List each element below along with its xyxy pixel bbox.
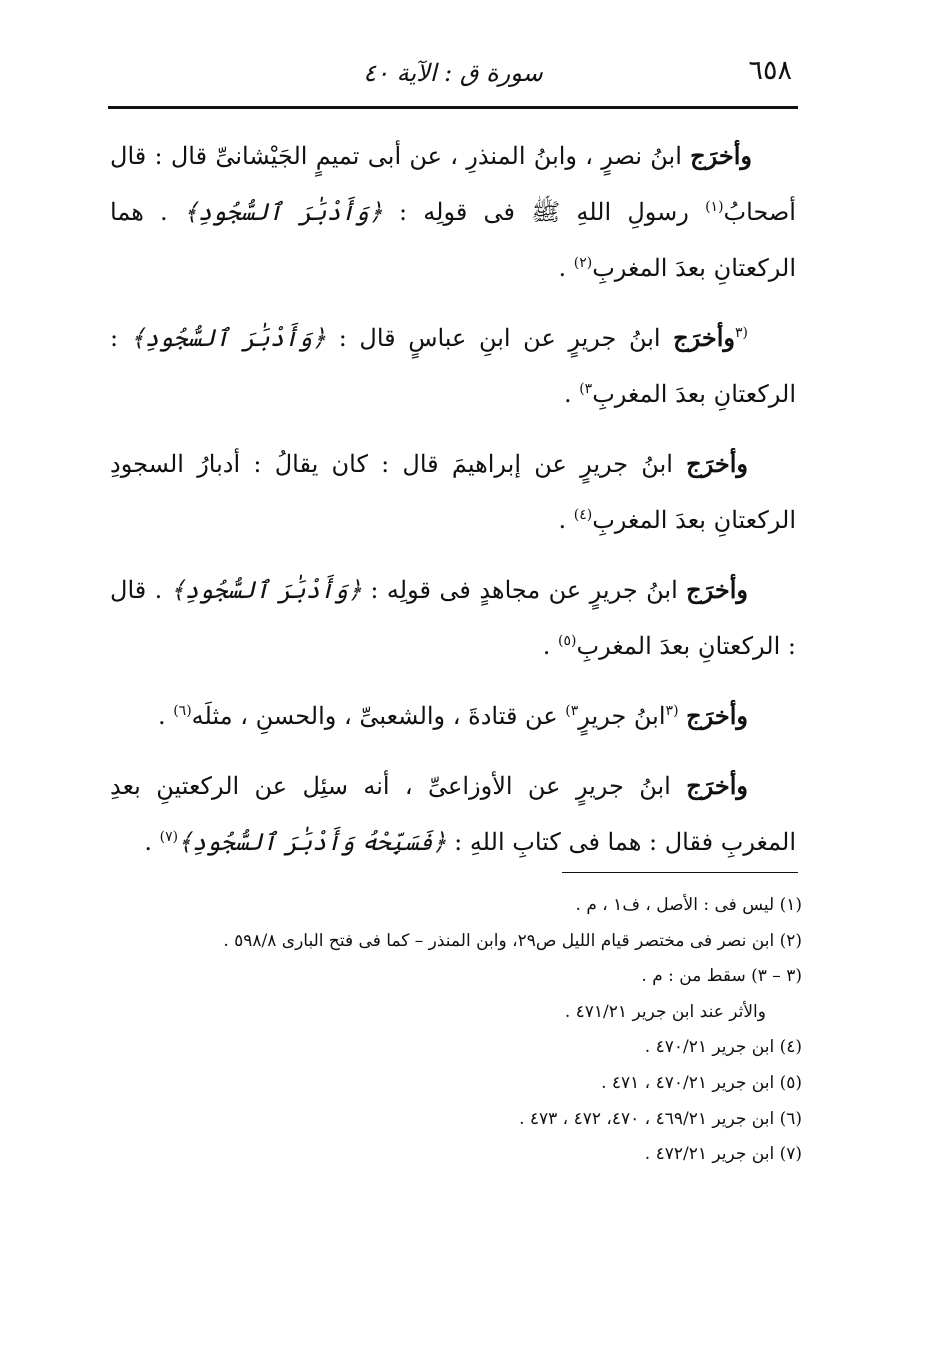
running-title: سورة ق : الآية ٤٠ bbox=[363, 59, 543, 87]
paragraph-end: . bbox=[144, 828, 160, 856]
footnote-ref: (٢) bbox=[573, 255, 593, 271]
footnote-ref: (٦) bbox=[173, 703, 192, 719]
paragraph-lead: وأخرَج bbox=[690, 141, 752, 170]
paragraph-2 bbox=[110, 310, 796, 422]
footnote-ref: (٧) bbox=[159, 829, 179, 845]
paragraph-text: ابنُ جريرٍ عن إبراهيمَ قال : كان يقالُ : أدبارُ السجودِ الركعتانِ بعدَ المغربِ bbox=[110, 450, 796, 534]
footnote-rule bbox=[562, 872, 798, 873]
page-header bbox=[108, 52, 798, 98]
paragraph-4 bbox=[110, 562, 796, 674]
page-number: ٦٥٨ bbox=[748, 55, 792, 86]
paragraph-6 bbox=[110, 758, 796, 870]
footnote-ref: (١) bbox=[705, 199, 724, 215]
footnote-6: (٦) ابن جرير ٤٦٩/٢١ ، ٤٧٠، ٤٧٢ ، ٤٧٣ . bbox=[519, 1108, 802, 1129]
footnote-4: (٤) ابن جرير ٤٧٠/٢١ . bbox=[644, 1037, 802, 1058]
paragraph-text: ابنُ نصرٍ ، وابنُ المنذرِ ، عن أبى تميمٍ الجَيْشانىِّ قال : قال أصحابُ bbox=[110, 142, 796, 226]
paragraph-lead: وأخرَج bbox=[686, 449, 748, 478]
footnote-3: (٣ – ٣) سقط من : م . bbox=[641, 966, 802, 987]
paragraph-5 bbox=[110, 688, 796, 744]
footnote-ref: (٣ bbox=[735, 325, 748, 341]
footnote-7: (٧) ابن جرير ٤٧٢/٢١ . bbox=[644, 1144, 802, 1165]
paragraph-lead: وأخرَج bbox=[686, 701, 748, 730]
quran-quote: ﴿فَسَبِّحْهُ وَأَدْبَٰرَ ٱلسُّجُودِ﴾ bbox=[178, 828, 447, 856]
footnote-3-continued: والأثر عند ابن جرير ٤٧١/٢١ . bbox=[564, 1001, 766, 1022]
quran-quote: ﴿وَأَدْبَٰرَ ٱلسُّجُودِ﴾ bbox=[183, 198, 383, 226]
paragraph-text: . هما الركعتانِ بعدَ المغربِ bbox=[110, 198, 796, 282]
paragraph-lead: وأخرَج bbox=[686, 575, 748, 604]
paragraph-text: ابنُ جريرٍ عن ابنِ عباسٍ قال : bbox=[326, 324, 674, 352]
paragraph-end: . bbox=[563, 380, 580, 408]
paragraph-end: . bbox=[157, 702, 174, 730]
paragraph-text: ابنُ جريرٍ bbox=[578, 702, 666, 730]
footnote-2: (٢) ابن نصر فى مختصر قيام الليل ص٢٩، وابن المنذر – كما فى فتح البارى ٥٩٨/٨ . bbox=[223, 930, 802, 951]
paragraph-1 bbox=[110, 128, 796, 296]
paragraph-end: . bbox=[542, 632, 559, 660]
footnote-ref: (٣ bbox=[665, 703, 679, 719]
footnotes bbox=[150, 888, 802, 1173]
paragraph-end: . bbox=[558, 506, 574, 534]
quran-quote: ﴿وَأَدْبَٰرَ ٱلسُّجُودِ﴾ bbox=[170, 576, 362, 604]
paragraph-text: . قال : الركعتانِ بعدَ المغربِ bbox=[110, 576, 796, 660]
main-text bbox=[110, 128, 796, 884]
paragraph-text: ابنُ جريرٍ عن مجاهدٍ فى قولِه : bbox=[361, 576, 687, 604]
paragraph-lead: وأخرَج bbox=[686, 771, 749, 800]
footnote-5: (٥) ابن جرير ٤٧٠/٢١ ، ٤٧١ . bbox=[601, 1072, 802, 1093]
paragraph-text: ابنُ جريرٍ عن الأوزاعىِّ ، أنه سئِل عن الركعتينِ بعدِ المغربِ فقال : هما فى كتابِ اللهِ : bbox=[110, 772, 796, 856]
footnote-ref: (٤) bbox=[573, 507, 593, 523]
paragraph-text: : الركعتانِ بعدَ المغربِ bbox=[110, 324, 796, 408]
header-rule bbox=[108, 106, 798, 109]
quran-quote: ﴿وَأَدْبَٰرَ ٱلسُّجُودِ﴾ bbox=[130, 324, 327, 352]
paragraph-text: عن قتادةَ ، والشعبىِّ ، والحسنِ ، مثلَه bbox=[191, 702, 566, 730]
footnote-ref: (٥) bbox=[558, 633, 577, 649]
footnote-1: (١) ليس فى : الأصل ، ف١ ، م . bbox=[575, 895, 802, 915]
paragraph-text: رسولِ اللهِ ﷺ فى قولِه : bbox=[382, 198, 706, 226]
footnote-ref: ٣) bbox=[579, 381, 593, 397]
paragraph-lead: وأخرَج bbox=[673, 323, 735, 352]
paragraph-3 bbox=[110, 436, 796, 548]
footnote-ref: ٣) bbox=[565, 703, 579, 719]
paragraph-end: . bbox=[558, 254, 574, 282]
